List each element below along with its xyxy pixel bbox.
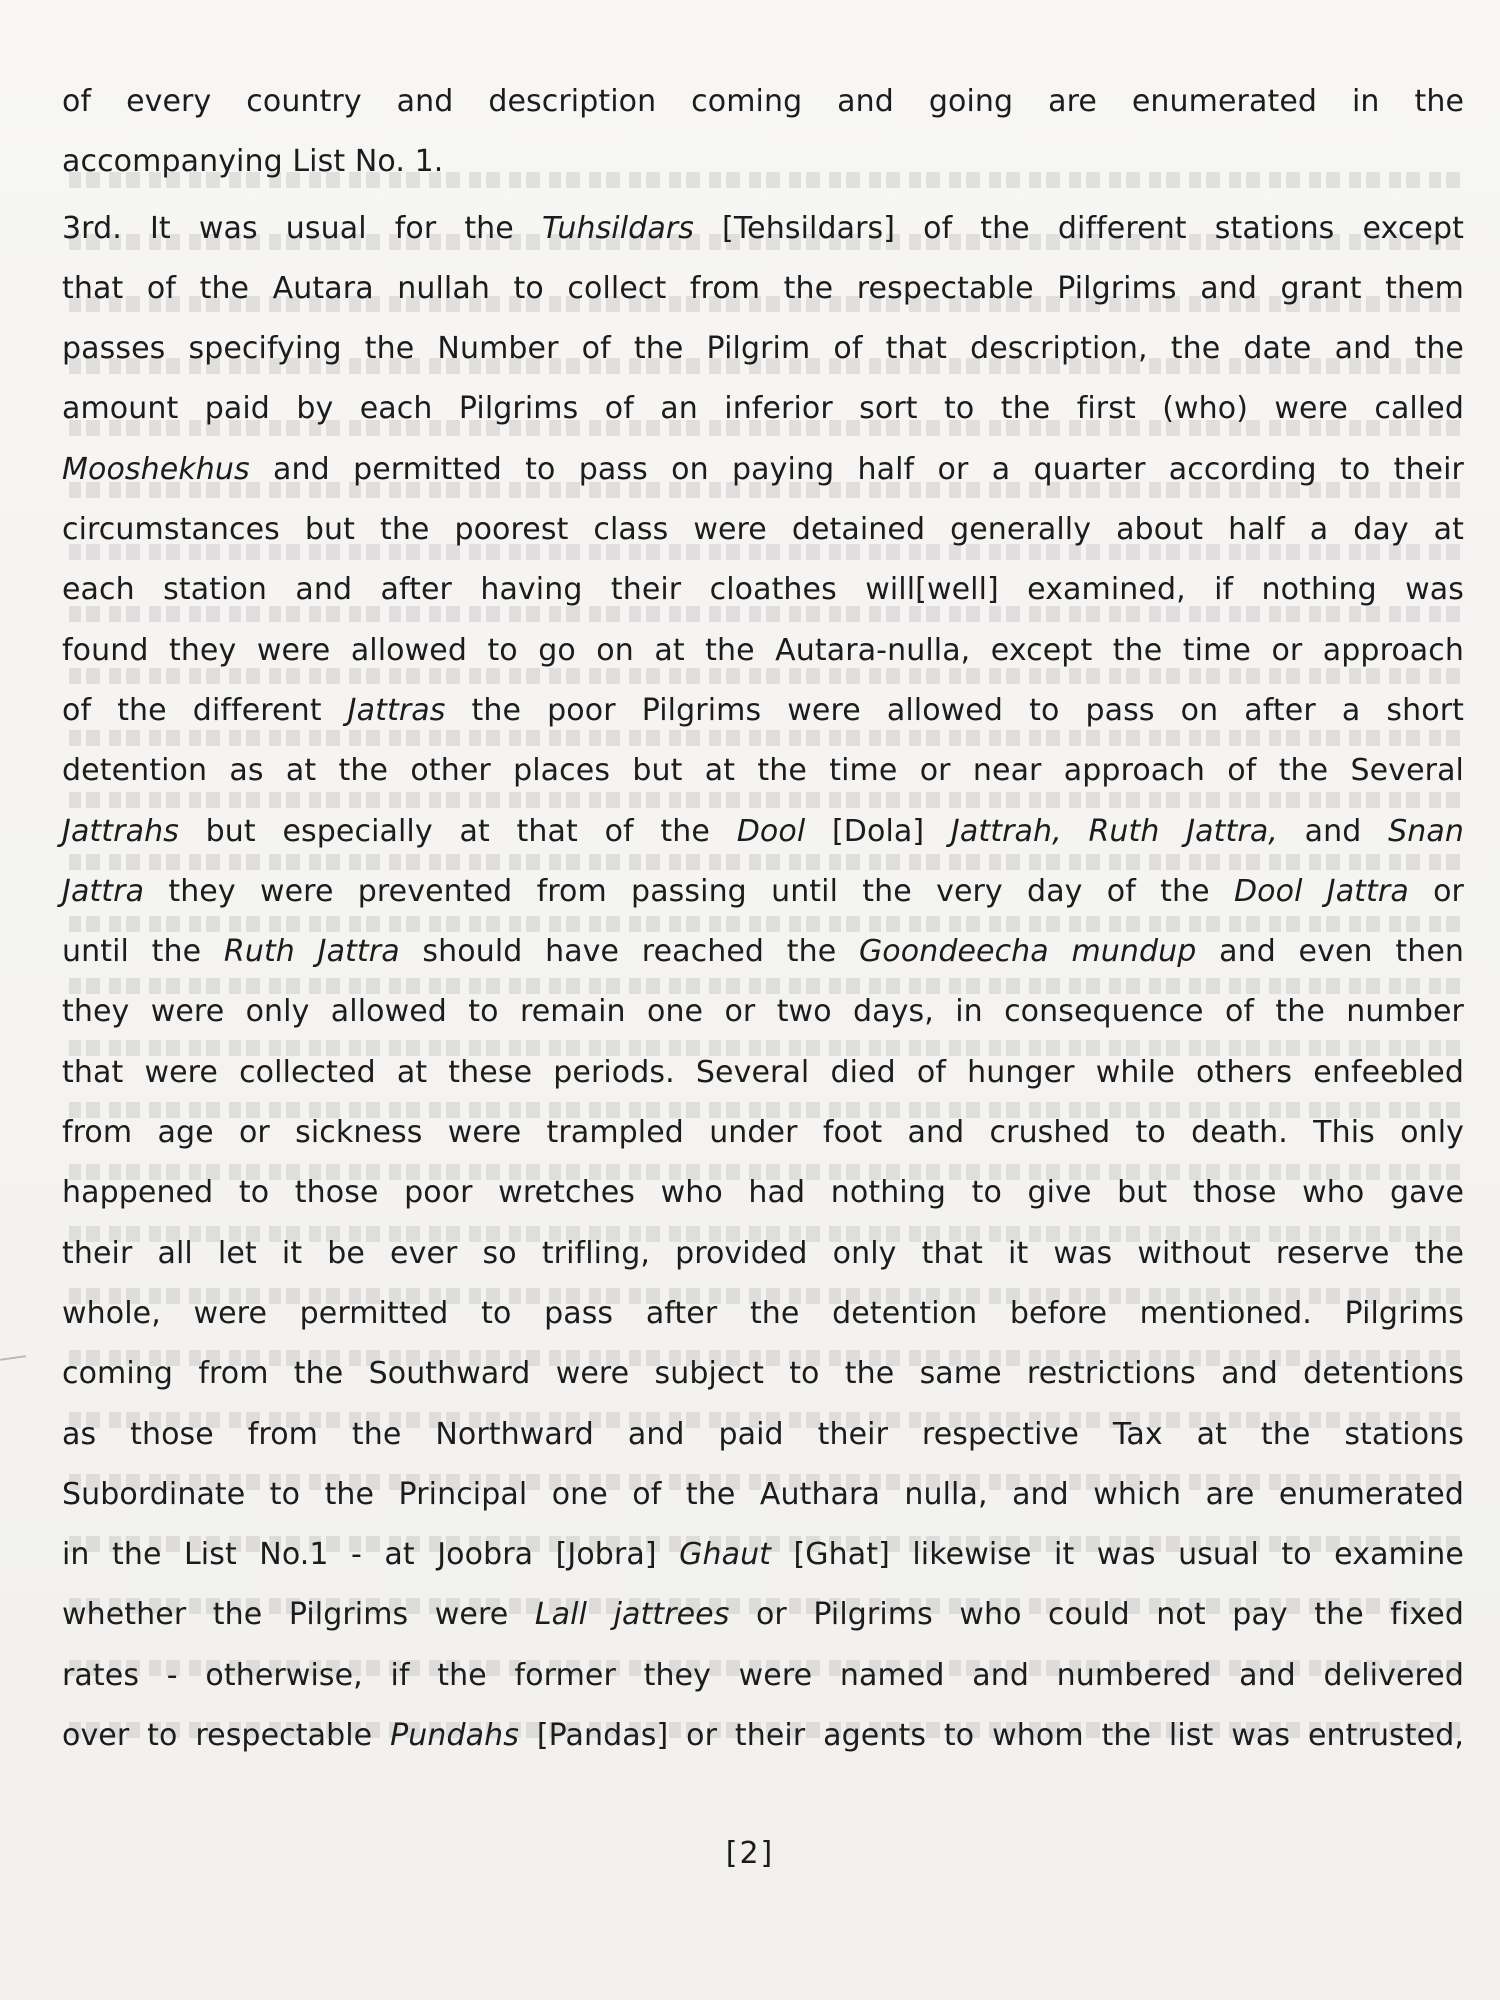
text-segment: that of the Autara nullah to collect from the respectable Pilgrims and grant them [62, 270, 1464, 306]
text-line [62, 560, 1464, 620]
italic-term: Ruth Jattra [223, 934, 400, 970]
italic-term: Jattra [62, 873, 145, 909]
italic-term: Jattras [347, 692, 446, 728]
text-segment: in the List No.1 - at Joobra [Jobra] [62, 1537, 680, 1573]
italic-term: Tuhsildars [541, 210, 694, 246]
text-segment: Subordinate to the Principal one of the Authara nulla, and which are enumerated [62, 1476, 1464, 1512]
text-line [62, 982, 1464, 1042]
italic-term: Mooshekhus [62, 451, 250, 487]
text-line [62, 319, 1464, 379]
text-line [62, 922, 1464, 982]
text-segment: coming from the Southward were subject to the same restrictions and detentions [62, 1356, 1464, 1392]
text-segment: circumstances but the poorest class were detained generally about half a day at [62, 512, 1464, 548]
text-line [62, 1525, 1464, 1585]
text-line [62, 741, 1464, 801]
text-segment: passes specifying the Number of the Pilgrim of that description, the date and the [62, 331, 1464, 367]
text-segment: 3rd. It was usual for the [62, 210, 542, 246]
text-segment: each station and after having their cloathes will[well] examined, if nothing was [62, 572, 1464, 608]
text-line [62, 1405, 1464, 1465]
text-line [62, 621, 1464, 681]
text-segment: rates - otherwise, if the former they were named and numbered and delivered [62, 1657, 1464, 1693]
text-segment: detention as at the other places but at the time or near approach of the Several [62, 753, 1464, 789]
text-segment: and even then [1196, 934, 1464, 970]
text-segment: found they were allowed to go on at the Autara-nulla, except the time or approach [62, 632, 1464, 668]
text-segment: of the different [62, 692, 348, 728]
italic-term: Dool Jattra [1233, 873, 1409, 909]
text-line [62, 379, 1464, 439]
italic-term: Jattrah, Ruth Jattra, [950, 813, 1278, 849]
text-segment: whether the Pilgrims were [62, 1597, 535, 1633]
text-line [62, 1585, 1464, 1645]
text-segment: [Tehsildars] of the different stations except [693, 210, 1464, 246]
text-segment: or Pilgrims who could not pay the fixed [729, 1597, 1464, 1633]
text-segment: of every country and description coming and going are enumerated in the [62, 84, 1464, 119]
text-segment: and [1277, 813, 1389, 849]
text-line [62, 199, 1464, 259]
italic-term: Pundahs [390, 1718, 519, 1754]
text-segment: [Ghat] likewise it was usual to examine [771, 1537, 1464, 1573]
text-segment: that were collected at these periods. Several died of hunger while others enfeebled [62, 1054, 1464, 1090]
text-segment: and permitted to pass on paying half or a quarter according to their [249, 451, 1464, 487]
text-segment: as those from the Northward and paid their respective Tax at the stations [62, 1416, 1464, 1452]
text-line [62, 681, 1464, 741]
margin-mark [0, 1355, 26, 1361]
text-segment: amount paid by each Pilgrims of an inferior sort to the first (who) were called [62, 391, 1464, 427]
text-line [62, 1706, 1464, 1766]
text-segment: the poor Pilgrims were allowed to pass on after a short [445, 692, 1464, 728]
text-line [62, 1224, 1464, 1284]
text-line [62, 1344, 1464, 1404]
text-segment: or [1408, 873, 1464, 909]
text-line [62, 259, 1464, 319]
text-line [62, 1465, 1464, 1525]
text-segment: but especially at that of the [178, 813, 737, 849]
text-line [62, 1103, 1464, 1163]
text-line [62, 1284, 1464, 1344]
text-line [62, 72, 1464, 132]
text-line [62, 1043, 1464, 1103]
text-segment: happened to those poor wretches who had nothing to give but those who gave [62, 1175, 1464, 1211]
text-segment: [Pandas] or their agents to whom the list was entrusted, [518, 1718, 1464, 1754]
text-segment: should have reached the [399, 934, 859, 970]
italic-term: Dool [736, 813, 806, 849]
text-segment: until the [62, 934, 224, 970]
italic-term: Ghaut [679, 1537, 772, 1573]
text-segment: from age or sickness were trampled under foot and crushed to death. This only [62, 1115, 1464, 1151]
text-line [62, 1163, 1464, 1223]
text-segment: accompanying List No. 1. [62, 144, 444, 180]
page-number: [2] [725, 1836, 775, 1871]
text-segment: [Dola] [805, 813, 951, 849]
text-line [62, 1646, 1464, 1706]
text-segment: they were only allowed to remain one or two days, in consequence of the number [62, 994, 1464, 1030]
text-segment: they were prevented from passing until the very day of the [144, 873, 1234, 909]
document-body-text [62, 72, 1464, 1766]
text-line [62, 802, 1464, 862]
italic-term: Snan [1388, 813, 1464, 849]
text-line [62, 500, 1464, 560]
text-segment: their all let it be ever so trifling, provided only that it was without reserve the [62, 1235, 1464, 1271]
text-segment: over to respectable [62, 1718, 391, 1754]
text-line [62, 862, 1464, 922]
text-line [62, 440, 1464, 500]
text-segment: whole, were permitted to pass after the detention before mentioned. Pilgrims [62, 1295, 1464, 1331]
italic-term: Goondeecha mundup [858, 934, 1197, 970]
text-line [62, 132, 1464, 192]
italic-term: Jattrahs [62, 813, 179, 849]
italic-term: Lall jattrees [534, 1597, 730, 1633]
